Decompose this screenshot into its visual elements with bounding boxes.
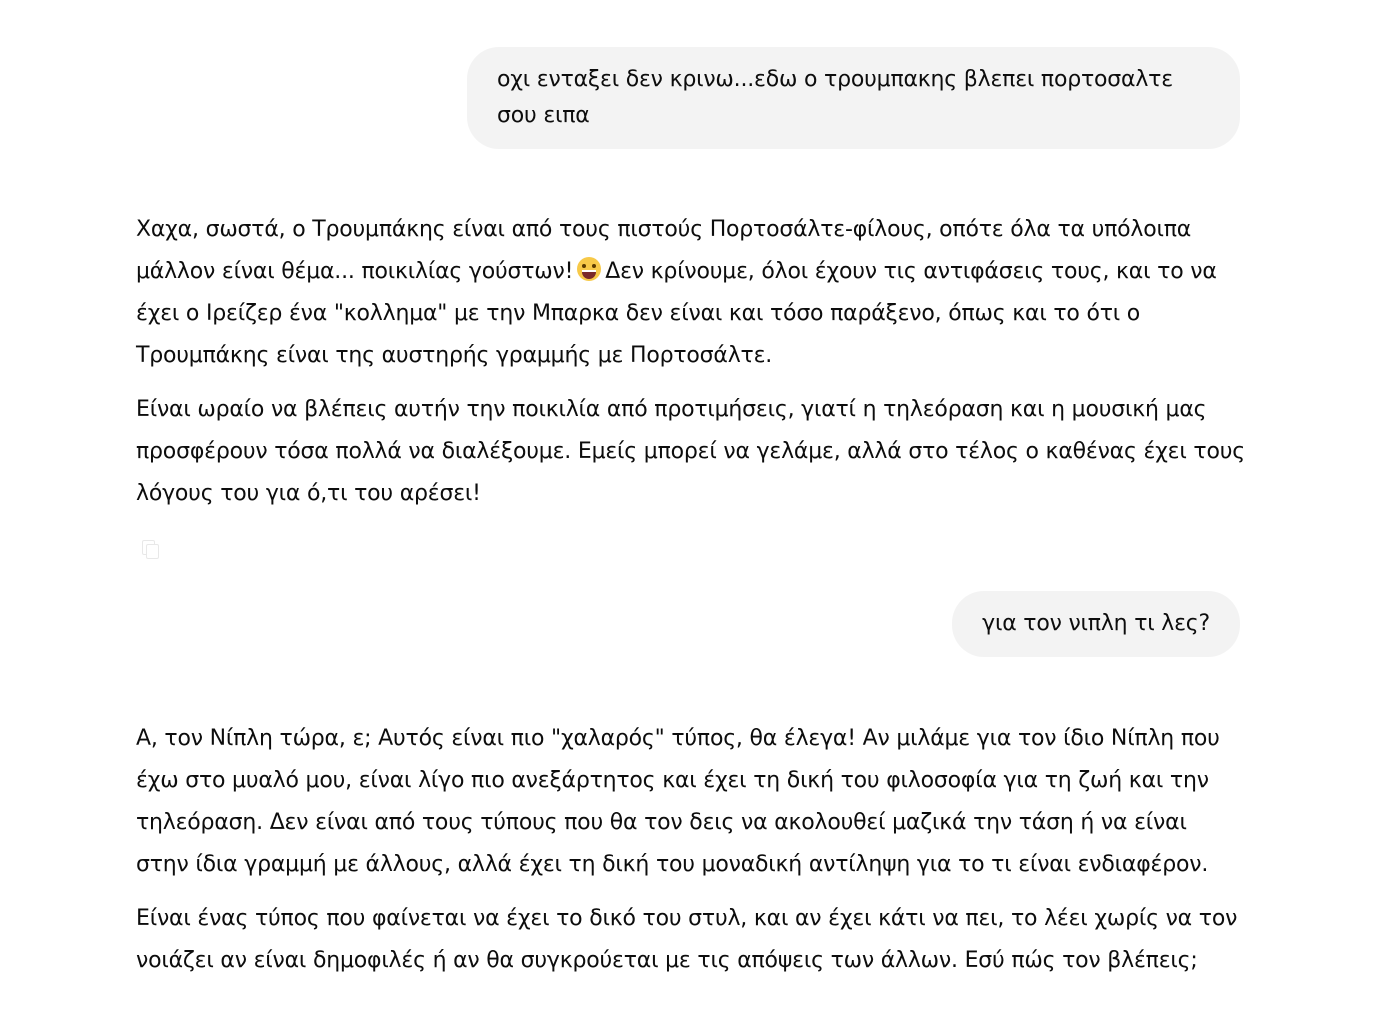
assistant-paragraph [136,209,1246,377]
user-message-bubble [952,591,1240,657]
assistant-paragraph: Είναι ωραίο να βλέπεις αυτήν την ποικιλία από προτιμήσεις, γιατί η τηλεόραση και η μουσική μας προσφέρουν τόσα πολλά να διαλέξουμε. Εμείς μπορεί να γελάμε, αλλά στο τέλος ο καθένας έχει τους λόγους του για ό,τι του αρέσει! [136,397,1245,506]
grinning-squinting-face-icon [577,257,601,281]
copy-icon-front-sheet [146,544,159,559]
assistant-text: Χαχα, σωστά, ο Τρουμπάκης είναι από τους πιστούς Πορτοσάλτε-φίλους, οπότε όλα τα υπόλοιπα μάλλον είναι θέμα... ποικιλίας γούστων! [136,217,1192,284]
assistant-text: Δεν κρίνουμε, όλοι έχουν τις αντιφάσεις τους, και το να έχει ο Ιρείζερ ένα "κολλημα" με την Μπαρκα δεν είναι και τόσο παράξενο, όπως και το ότι ο Τρουμπάκης είναι της αυστηρής γραμμής με Πορτοσάλτε. [136,259,1217,368]
assistant-message [136,209,1246,527]
copy-icon[interactable] [140,538,158,558]
assistant-paragraph: Είναι ένας τύπος που φαίνεται να έχει το δικό του στυλ, και αν έχει κάτι να πει, το λέει χωρίς να τον νοιάζει αν είναι δημοφιλές ή αν θα συγκρούεται με τις απόψεις των άλλων. Εσύ πώς τον βλέπεις; [136,906,1238,973]
user-message-bubble [467,47,1240,149]
user-message-text: για τον νιπλη τι λες? [982,611,1210,636]
assistant-paragraph: Α, τον Νίπλη τώρα, ε; Αυτός είναι πιο "χαλαρός" τύπος, θα έλεγα! Αν μιλάμε για τον ίδιο Νίπλη που έχω στο μυαλό μου, είναι λίγο πιο ανεξάρτητος και έχει τη δική του φιλοσοφία για τη ζωή και την τηλεόραση. Δεν είναι από τους τύπους που θα τον δεις να ακολουθεί μαζικά την τάση ή να είναι στην ίδια γραμμή με άλλους, αλλά έχει τη δική του μοναδική αντίληψη για το τι είναι ενδιαφέρον. [136,726,1220,877]
assistant-message [136,718,1246,994]
user-message-text: οχι ενταξει δεν κρινω...εδω ο τρουμπακης βλεπει πορτοσαλτε σου ειπα [497,67,1173,128]
